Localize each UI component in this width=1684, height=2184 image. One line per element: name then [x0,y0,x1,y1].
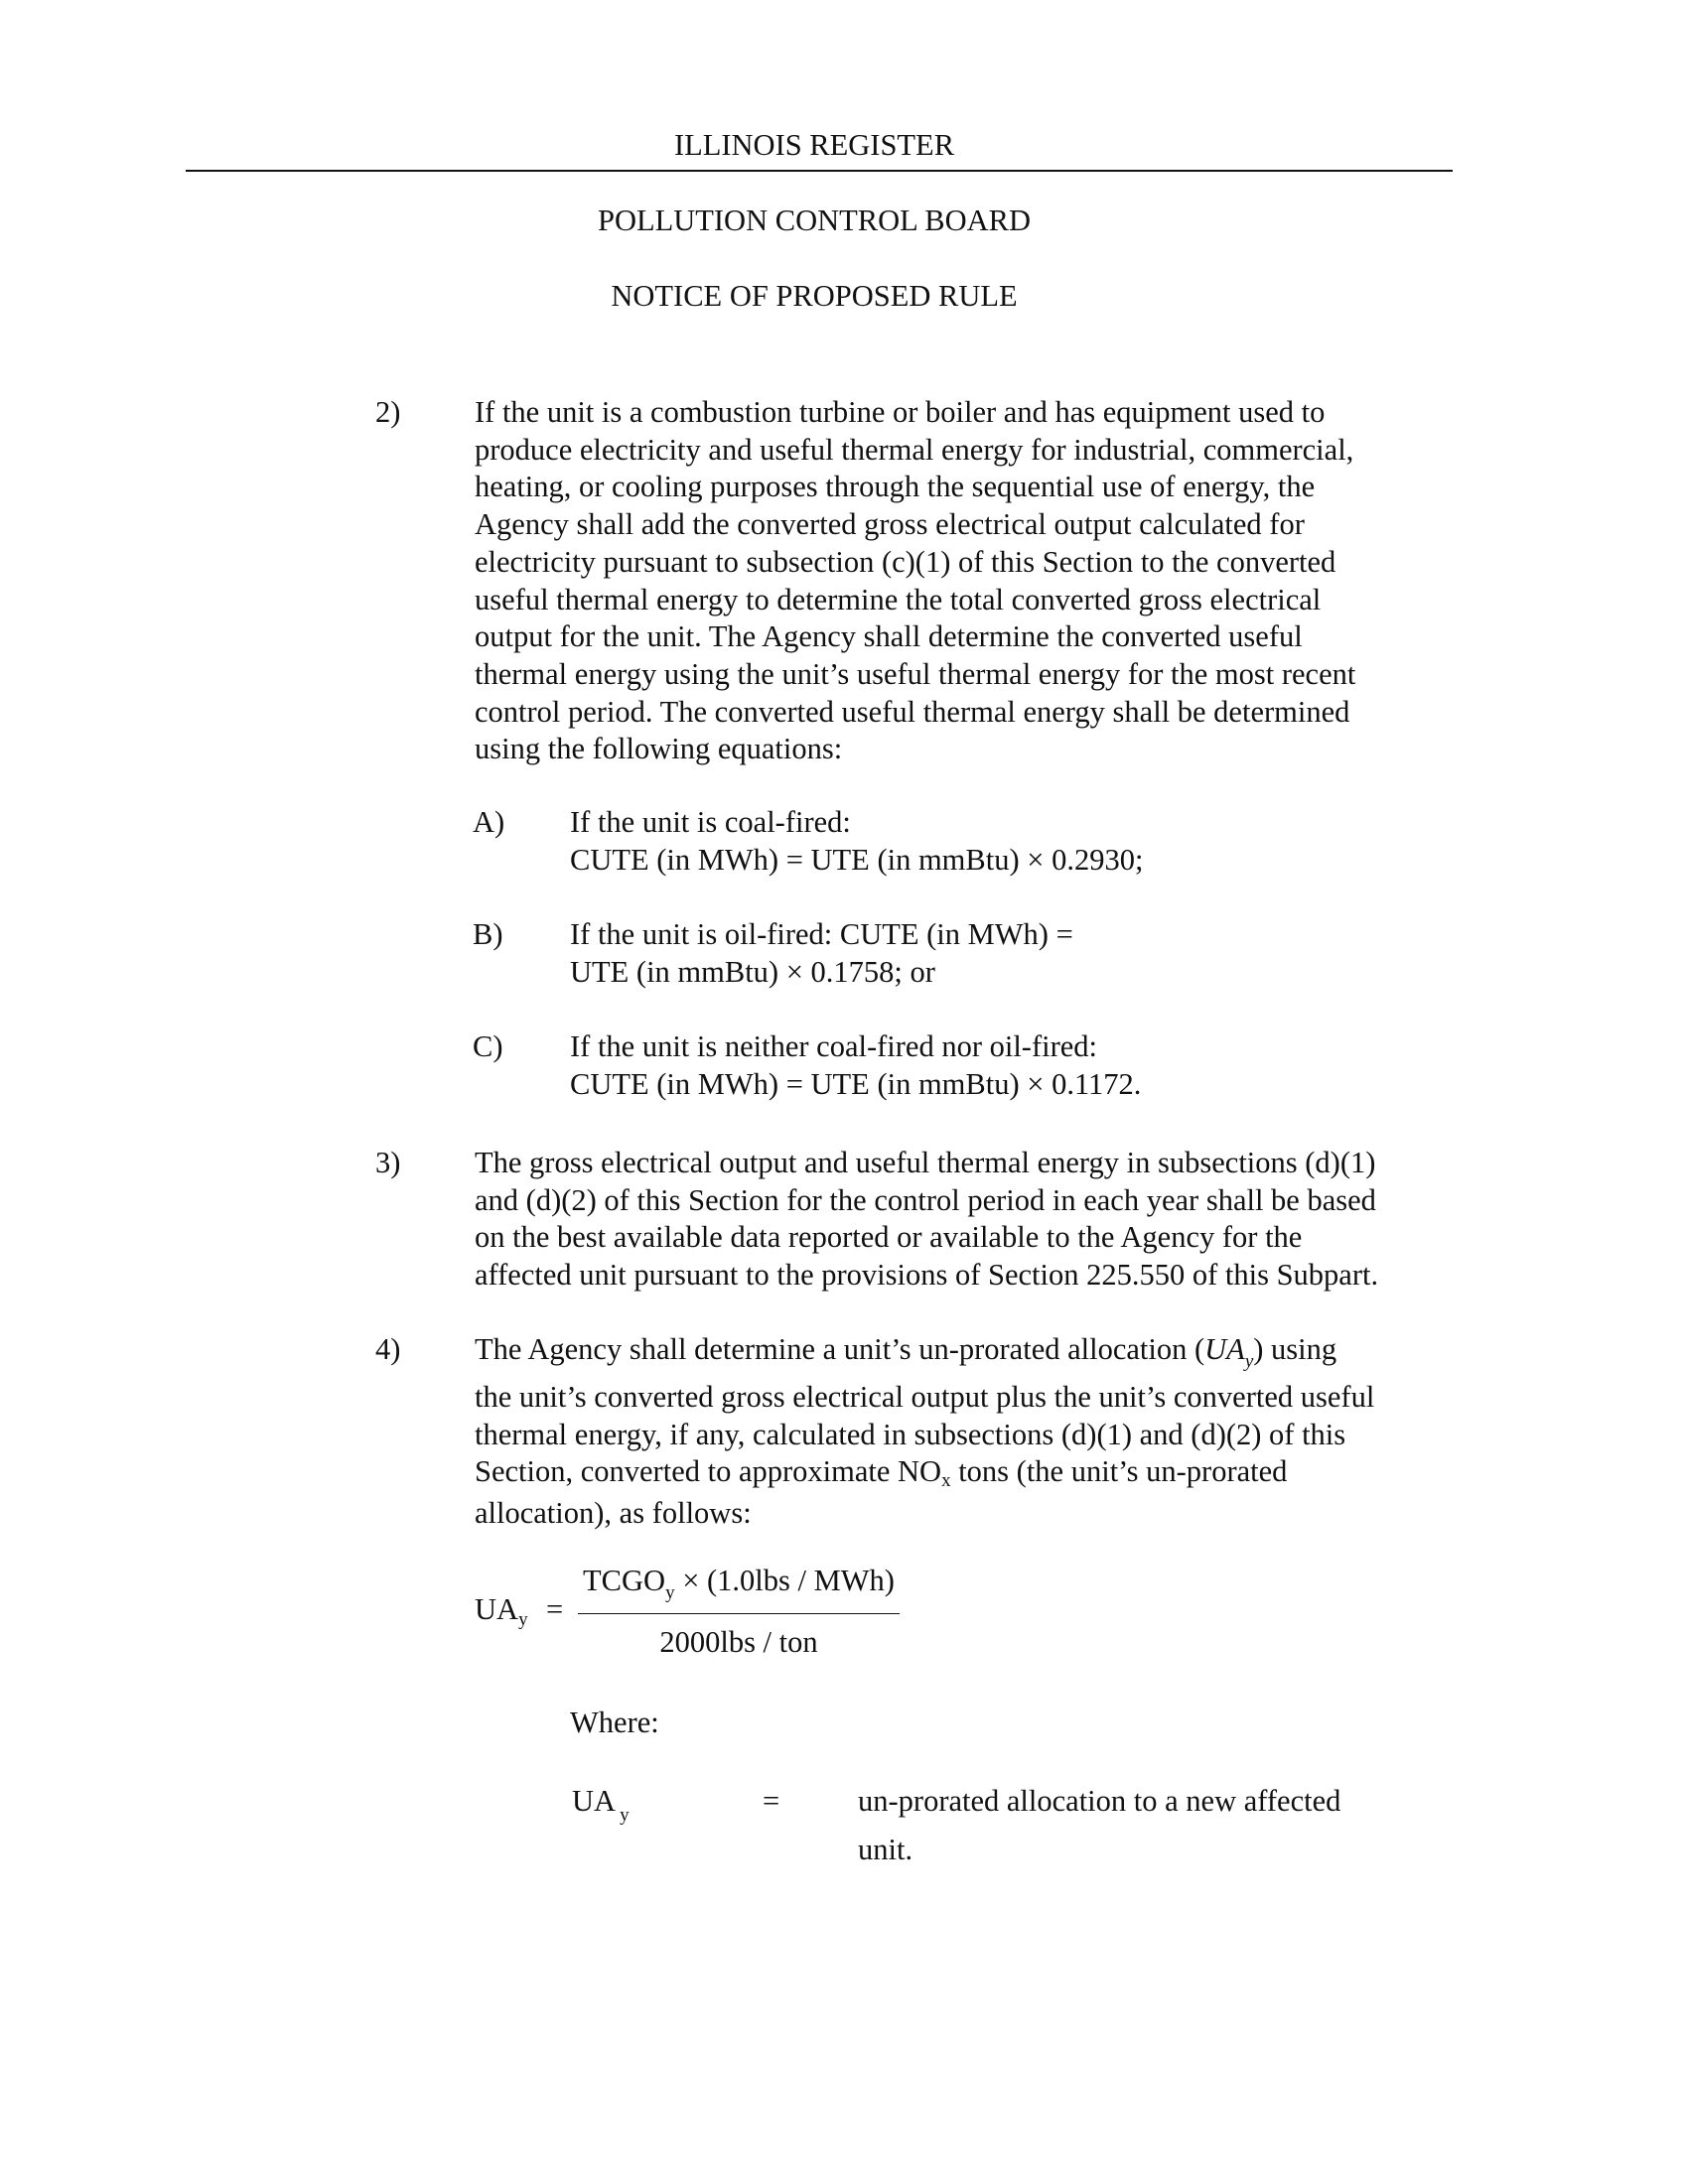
item-4-line-1 [475,1332,1337,1372]
item-4-text [475,1379,1374,1533]
item-2-line: produce electricity and useful thermal energy for industrial, commercial, [475,432,1354,467]
item-2-line: If the unit is a combustion turbine or boiler and has equipment used to [475,395,1326,429]
where-term [572,1784,630,1826]
board-name: POLLUTION CONTROL BOARD [597,204,1032,237]
item-2-line: using the following equations: [475,732,843,766]
notice-title: NOTICE OF PROPOSED RULE [611,279,1018,313]
subitem-a-label: A) [473,805,505,839]
subitem-a-text [570,804,1143,879]
fraction-bar [578,1613,900,1614]
item-2-text [475,394,1355,768]
numerator-subscript: y [665,1582,675,1603]
equation-denominator: 2000lbs / ton [659,1625,818,1659]
header-rule [186,170,1453,172]
item-2-line: Agency shall add the converted gross electrical output calculated for [475,507,1305,542]
subitem-a-line: If the unit is coal-fired: [570,805,851,839]
equation-lhs-subscript: y [518,1609,528,1630]
equation-equals: = [546,1592,564,1626]
item-4-line-1-text: The Agency shall determine a unit’s un-prorated allocation ( [475,1332,1205,1366]
item-2-number: 2) [375,395,401,429]
where-definition-line-1: un-prorated allocation to a new affected [858,1784,1341,1818]
item-3-line: affected unit pursuant to the provisions of Section 225.550 of this Subpart. [475,1258,1379,1293]
item-2-line: heating, or cooling purposes through the sequential use of energy, the [475,470,1316,504]
subitem-b-line: If the unit is oil-fired: CUTE (in MWh) = [570,917,1073,951]
numerator-var: TCGO [583,1564,666,1597]
item-4-number: 4) [375,1332,401,1366]
where-term-subscript: y [620,1805,630,1826]
item-4-line-1-end: ) using [1253,1332,1337,1366]
item-2-line: electricity pursuant to subsection (c)(1) of this Section to the converted [475,544,1336,579]
item-4-line: the unit’s converted gross electrical output plus the unit’s converted useful [475,1380,1375,1414]
item-2-line: useful thermal energy to determine the total converted gross electrical [475,582,1322,616]
ua-subscript: y [1244,1351,1254,1372]
where-label: Where: [570,1706,659,1739]
where-definition-line-2: unit. [858,1833,913,1866]
equation-lhs-var: UA [475,1592,519,1626]
item-3-line: The gross electrical output and useful thermal energy in subsections (d)(1) [475,1146,1376,1179]
item-2-line: control period. The converted useful thermal energy shall be determined [475,694,1350,729]
equation-numerator [578,1564,900,1603]
where-term-var: UA [572,1784,617,1818]
subitem-c-line: CUTE (in MWh) = UTE (in mmBtu) × 0.1172. [570,1066,1142,1101]
register-header: ILLINOIS REGISTER [673,128,955,162]
subitem-b-text [570,916,1073,991]
subitem-c-text [570,1028,1141,1103]
item-2-line: thermal energy using the unit’s useful thermal energy for the most recent [475,656,1356,691]
equation-lhs [475,1592,528,1630]
item-4-line: allocation), as follows: [475,1496,752,1531]
subitem-b-label: B) [473,917,503,951]
item-4-line-4-end: tons (the unit’s un-prorated [950,1454,1288,1489]
item-4-line: thermal energy, if any, calculated in subsections (d)(1) and (d)(2) of this [475,1417,1346,1451]
numerator-rest: × (1.0lbs / MWh) [674,1564,895,1597]
item-3-line: and (d)(2) of this Section for the control period in each year shall be based [475,1182,1376,1217]
item-3-line: on the best available data reported or available to the Agency for the [475,1220,1303,1255]
item-4-line [475,1453,1374,1495]
subitem-c-label: C) [473,1029,503,1063]
item-3-number: 3) [375,1146,401,1179]
subitem-a-line: CUTE (in MWh) = UTE (in mmBtu) × 0.2930; [570,842,1144,877]
item-2-line: output for the unit. The Agency shall determine the converted useful [475,619,1303,654]
subitem-b-line: UTE (in mmBtu) × 0.1758; or [570,954,935,989]
where-equals: = [763,1784,780,1818]
ua-variable: UA [1204,1332,1245,1366]
item-4-line-4-text: Section, converted to approximate NO [475,1454,942,1489]
item-3-text [475,1145,1378,1295]
subitem-c-line: If the unit is neither coal-fired nor oil-fired: [570,1029,1098,1063]
nox-subscript: x [941,1470,951,1492]
